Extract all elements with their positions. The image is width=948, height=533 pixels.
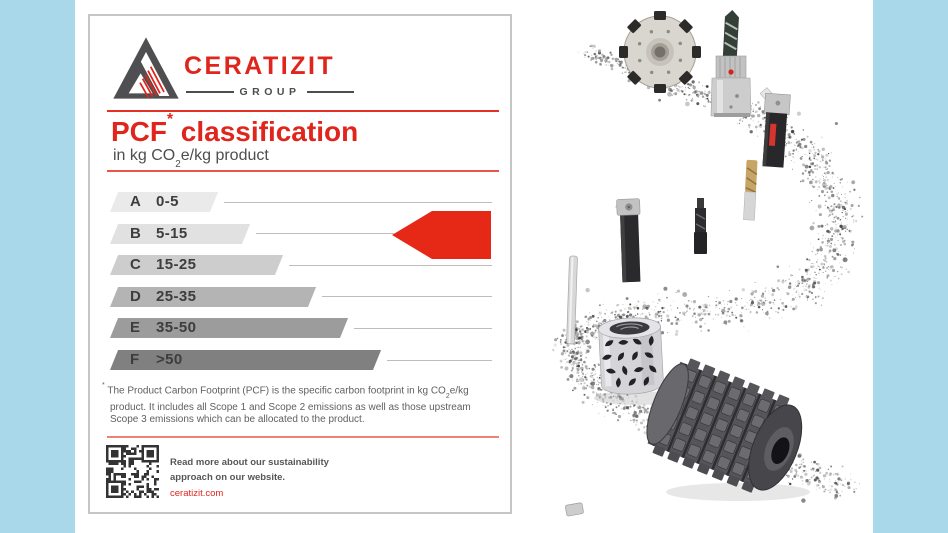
- qr-caption: [170, 456, 329, 502]
- extension-line: [387, 360, 492, 361]
- brand-name: CERATIZIT: [184, 52, 336, 80]
- divider-line-footnote: [107, 436, 499, 438]
- extension-line: [354, 328, 492, 329]
- classification-row: [90, 192, 510, 212]
- step-drill-icon: [694, 198, 707, 254]
- range-label: 35-50: [156, 319, 197, 337]
- extension-line: [224, 202, 492, 203]
- grade-label: F: [130, 351, 140, 368]
- pcf-card: [88, 14, 512, 514]
- boring-tool-icon: [615, 199, 643, 283]
- range-label: 25-35: [156, 287, 197, 305]
- classification-bar: [110, 318, 348, 338]
- end-mill-icon: [743, 160, 757, 220]
- classification-bar: [110, 350, 381, 370]
- qr-code: [106, 445, 159, 498]
- qr-caption-line2: approach on our website.: [170, 471, 286, 483]
- extension-line: [256, 233, 394, 234]
- classification-row: [90, 287, 510, 307]
- range-label: >50: [156, 351, 183, 368]
- grade-label: C: [130, 256, 141, 274]
- brand-group-label: GROUP: [239, 86, 301, 98]
- classification-row: [90, 318, 510, 338]
- blue-border-right: [873, 0, 948, 533]
- grade-label: E: [130, 319, 141, 337]
- classification-row: [90, 224, 510, 244]
- grade-label: B: [130, 224, 141, 242]
- range-label: 0-5: [156, 193, 179, 210]
- footnote: * The Product Carbon Footprint (PCF) is the specific carbon footprint in kg $CO_2e/kg$ product. It includes all Scope 1 and Scope 2 emissions as well as those upstream Scope 3 emissions which can be allocated to the product.: [102, 381, 471, 426]
- blue-border-left: [0, 0, 75, 533]
- extension-line: [289, 265, 492, 266]
- drill-icon: [723, 10, 739, 59]
- hob-shadow: [666, 483, 810, 501]
- perforated-sleeve-icon: [598, 316, 664, 395]
- grade-label: D: [130, 287, 141, 305]
- carbide-blank-icon: [565, 503, 584, 517]
- qr-caption-line1: Read more about our sustainability: [170, 457, 329, 468]
- classification-row: [90, 255, 510, 275]
- page-subtitle: in kg $CO_2e/kg$ product: [113, 147, 269, 170]
- tool-holder-icon: [711, 56, 751, 117]
- website-link[interactable]: ceratizit.com: [170, 488, 224, 499]
- grade-label: A: [130, 193, 141, 210]
- range-label: 15-25: [156, 256, 197, 274]
- classification-row: [90, 350, 510, 370]
- range-label: 5-15: [156, 224, 188, 242]
- page-title: PCF* classification: [111, 110, 359, 147]
- extension-line: [322, 296, 492, 297]
